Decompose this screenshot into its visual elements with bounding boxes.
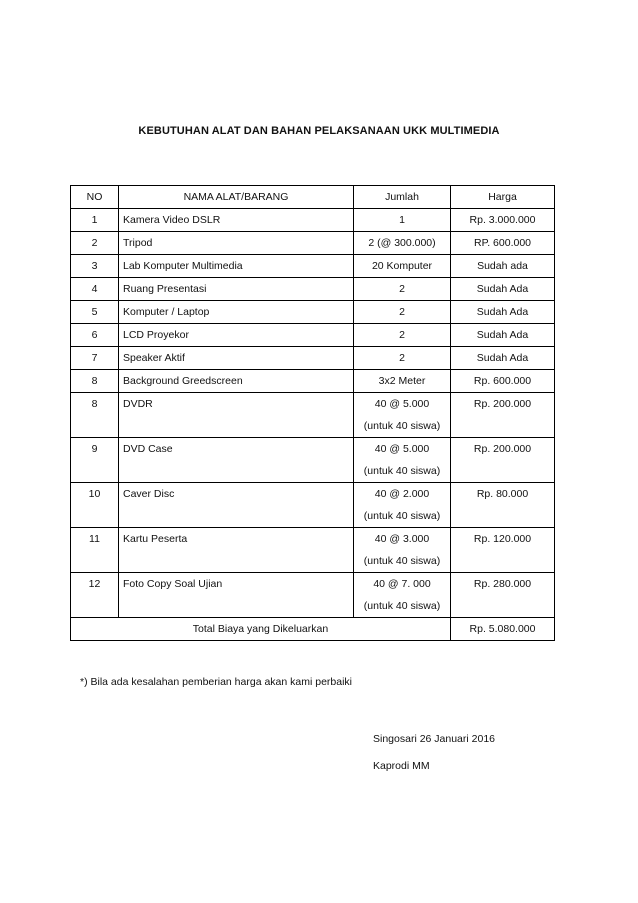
row-price: Sudah Ada: [451, 301, 555, 324]
header-name: NAMA ALAT/BARANG: [119, 186, 354, 209]
row-name: Tripod: [119, 232, 354, 255]
row-name: Ruang Presentasi: [119, 278, 354, 301]
row-no: 8: [71, 393, 119, 438]
row-qty: [354, 324, 451, 347]
row-qty: [354, 370, 451, 393]
row-price: RP. 600.000: [451, 232, 555, 255]
row-qty: [354, 209, 451, 232]
row-no: 1: [71, 209, 119, 232]
row-price: Rp. 80.000: [451, 483, 555, 528]
row-qty-value: 20 Komputer: [371, 260, 433, 272]
row-qty-value: 2 (@ 300.000): [368, 237, 436, 249]
row-no: 8: [71, 370, 119, 393]
row-qty-value: 40 @ 3.000: [374, 533, 430, 545]
row-name: Lab Komputer Multimedia: [119, 255, 354, 278]
row-name: DVDR: [119, 393, 354, 438]
row-qty: [354, 528, 451, 573]
row-qty: [354, 573, 451, 618]
table-row: [71, 438, 555, 483]
row-price: Sudah ada: [451, 255, 555, 278]
row-qty: [354, 278, 451, 301]
table-row: [71, 301, 555, 324]
row-name: Kamera Video DSLR: [119, 209, 354, 232]
row-qty-value: 2: [399, 329, 405, 341]
row-no: 6: [71, 324, 119, 347]
place-date: Singosari 26 Januari 2016: [373, 733, 496, 745]
row-name: Caver Disc: [119, 483, 354, 528]
row-name: LCD Proyekor: [119, 324, 354, 347]
row-qty-note: (untuk 40 siswa): [363, 420, 441, 432]
row-qty: [354, 438, 451, 483]
table-row: [71, 255, 555, 278]
row-qty-value: 2: [399, 283, 405, 295]
table-row: [71, 528, 555, 573]
header-price: Harga: [451, 186, 555, 209]
row-price: Rp. 280.000: [451, 573, 555, 618]
table-row: [71, 278, 555, 301]
row-qty-note: (untuk 40 siswa): [363, 510, 441, 522]
table-row: [71, 370, 555, 393]
table-row: [71, 393, 555, 438]
row-qty-value: 2: [399, 352, 405, 364]
total-value: Rp. 5.080.000: [451, 618, 555, 641]
row-name: Background Greedscreen: [119, 370, 354, 393]
row-price: Rp. 600.000: [451, 370, 555, 393]
row-price: Rp. 200.000: [451, 438, 555, 483]
row-qty: [354, 347, 451, 370]
row-qty-value: 1: [399, 214, 405, 226]
row-price: Sudah Ada: [451, 324, 555, 347]
row-qty-value: 3x2 Meter: [378, 375, 426, 387]
table-row: [71, 573, 555, 618]
items-table: [70, 185, 555, 641]
row-name: DVD Case: [119, 438, 354, 483]
table-row: [71, 324, 555, 347]
row-no: 7: [71, 347, 119, 370]
row-qty-note: (untuk 40 siswa): [363, 555, 441, 567]
row-no: 11: [71, 528, 119, 573]
row-name: Komputer / Laptop: [119, 301, 354, 324]
table-body: [71, 209, 555, 641]
row-price: Rp. 3.000.000: [451, 209, 555, 232]
total-label: Total Biaya yang Dikeluarkan: [71, 618, 451, 641]
header-no: NO: [71, 186, 119, 209]
row-no: 4: [71, 278, 119, 301]
total-row: [71, 618, 555, 641]
signer-title: Kaprodi MM: [373, 760, 430, 772]
table-row: [71, 209, 555, 232]
row-qty-note: (untuk 40 siswa): [363, 465, 441, 477]
row-qty: [354, 393, 451, 438]
row-qty-value: 40 @ 2.000: [374, 488, 430, 500]
row-qty: [354, 301, 451, 324]
row-qty-value: 40 @ 5.000: [374, 398, 430, 410]
table-header-row: [71, 186, 555, 209]
row-no: 10: [71, 483, 119, 528]
row-no: 5: [71, 301, 119, 324]
row-price: Sudah Ada: [451, 347, 555, 370]
row-no: 2: [71, 232, 119, 255]
row-price: Rp. 120.000: [451, 528, 555, 573]
table-row: [71, 483, 555, 528]
row-name: Kartu Peserta: [119, 528, 354, 573]
row-qty: [354, 483, 451, 528]
row-no: 3: [71, 255, 119, 278]
row-qty: [354, 255, 451, 278]
document-title: KEBUTUHAN ALAT DAN BAHAN PELAKSANAAN UKK MULTIMEDIA: [138, 125, 500, 137]
row-qty-note: (untuk 40 siswa): [363, 600, 441, 612]
row-qty-value: 40 @ 5.000: [374, 443, 430, 455]
row-price: Rp. 200.000: [451, 393, 555, 438]
table-row: [71, 347, 555, 370]
row-qty-value: 40 @ 7. 000: [373, 578, 431, 590]
row-qty-value: 2: [399, 306, 405, 318]
header-qty: Jumlah: [354, 186, 451, 209]
footnote: *) Bila ada kesalahan pemberian harga akan kami perbaiki: [80, 676, 352, 688]
row-name: Foto Copy Soal Ujian: [119, 573, 354, 618]
row-no: 12: [71, 573, 119, 618]
row-name: Speaker Aktif: [119, 347, 354, 370]
row-no: 9: [71, 438, 119, 483]
row-price: Sudah Ada: [451, 278, 555, 301]
row-qty: [354, 232, 451, 255]
table-row: [71, 232, 555, 255]
